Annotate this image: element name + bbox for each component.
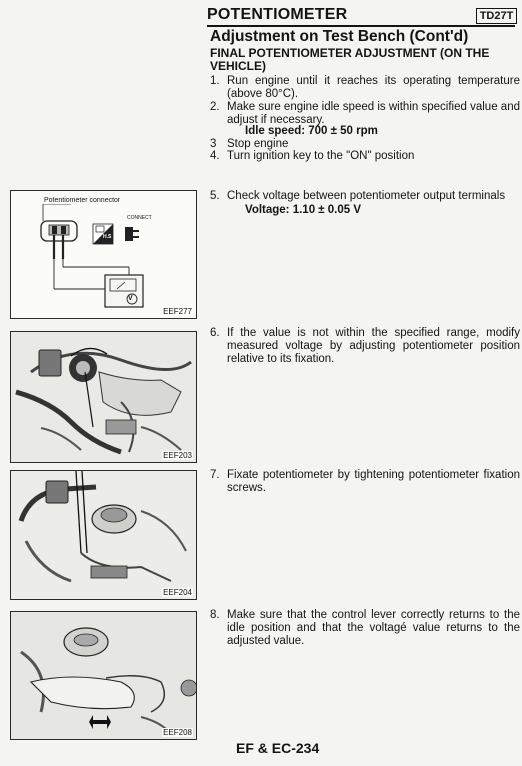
step-number: 4. [210, 150, 220, 162]
figure-control-lever [10, 611, 197, 740]
sub-heading: FINAL POTENTIOMETER ADJUSTMENT (ON THE VEHICLE) [210, 46, 490, 73]
step-number: 5. [210, 190, 220, 202]
header-divider [207, 25, 515, 27]
control-lever-illustration [11, 612, 196, 739]
potentiometer-fixate-illustration [11, 471, 196, 599]
idle-speed-spec: Idle speed: 700 ± 50 rpm [245, 125, 378, 137]
voltmeter-symbol: V [128, 295, 133, 302]
voltmeter-wiring-diagram [11, 191, 196, 318]
page-footer: EF & EC-234 [236, 740, 320, 756]
step-text: Fixate potentiometer by tightening potentiometer fixation screws. [227, 469, 520, 494]
connect-label: CONNECT [127, 215, 152, 221]
step-text: Make sure that the control lever correctly returns to the idle position and that the voltagé value returns to the adjusted value. [227, 609, 520, 647]
step-number: 7. [210, 469, 220, 481]
page-header-title: POTENTIOMETER [207, 6, 348, 23]
step-text: If the value is not within the specified range, modify measured voltage by adjusting potentiometer position relative to its fixation. [227, 327, 520, 365]
potentiometer-adjust-illustration [11, 332, 196, 462]
figure-code: EEF208 [163, 728, 192, 737]
figure-code: EEF204 [163, 588, 192, 597]
figure-voltage-check [10, 190, 197, 319]
step-text: Turn ignition key to the "ON" position [227, 150, 415, 162]
step-8 [210, 609, 520, 648]
step-text: Make sure engine idle speed is within specified value and adjust if necessary. [227, 101, 520, 126]
step-6 [210, 327, 520, 366]
step-number: 6. [210, 327, 220, 339]
step-4 [210, 150, 520, 163]
harness-letters: H.S [103, 234, 112, 240]
figure-code: EEF203 [163, 451, 192, 460]
step-number: 3 [210, 138, 217, 150]
step-1 [210, 75, 520, 101]
voltage-spec: Voltage: 1.10 ± 0.05 V [245, 204, 362, 216]
step-number: 8. [210, 609, 220, 621]
step-5 [210, 190, 520, 203]
step-number: 2. [210, 101, 220, 113]
step-2 [210, 101, 520, 127]
section-title: Adjustment on Test Bench (Cont'd) [210, 28, 469, 45]
step-number: 1. [210, 75, 220, 87]
figure-adjust-potentiometer [10, 331, 197, 463]
step-text: Run engine until it reaches its operating temperature (above 80°C). [227, 75, 520, 100]
figure-fixate-potentiometer [10, 470, 197, 600]
model-code-badge: TD27T [476, 8, 517, 24]
connect-icon [125, 227, 139, 241]
step-text: Stop engine [227, 138, 289, 150]
figure-code: EEF277 [163, 307, 192, 316]
connector-label: Potentiometer connector [44, 197, 121, 204]
step-7 [210, 469, 520, 495]
step-text: Check voltage between potentiometer output terminals [227, 190, 506, 202]
